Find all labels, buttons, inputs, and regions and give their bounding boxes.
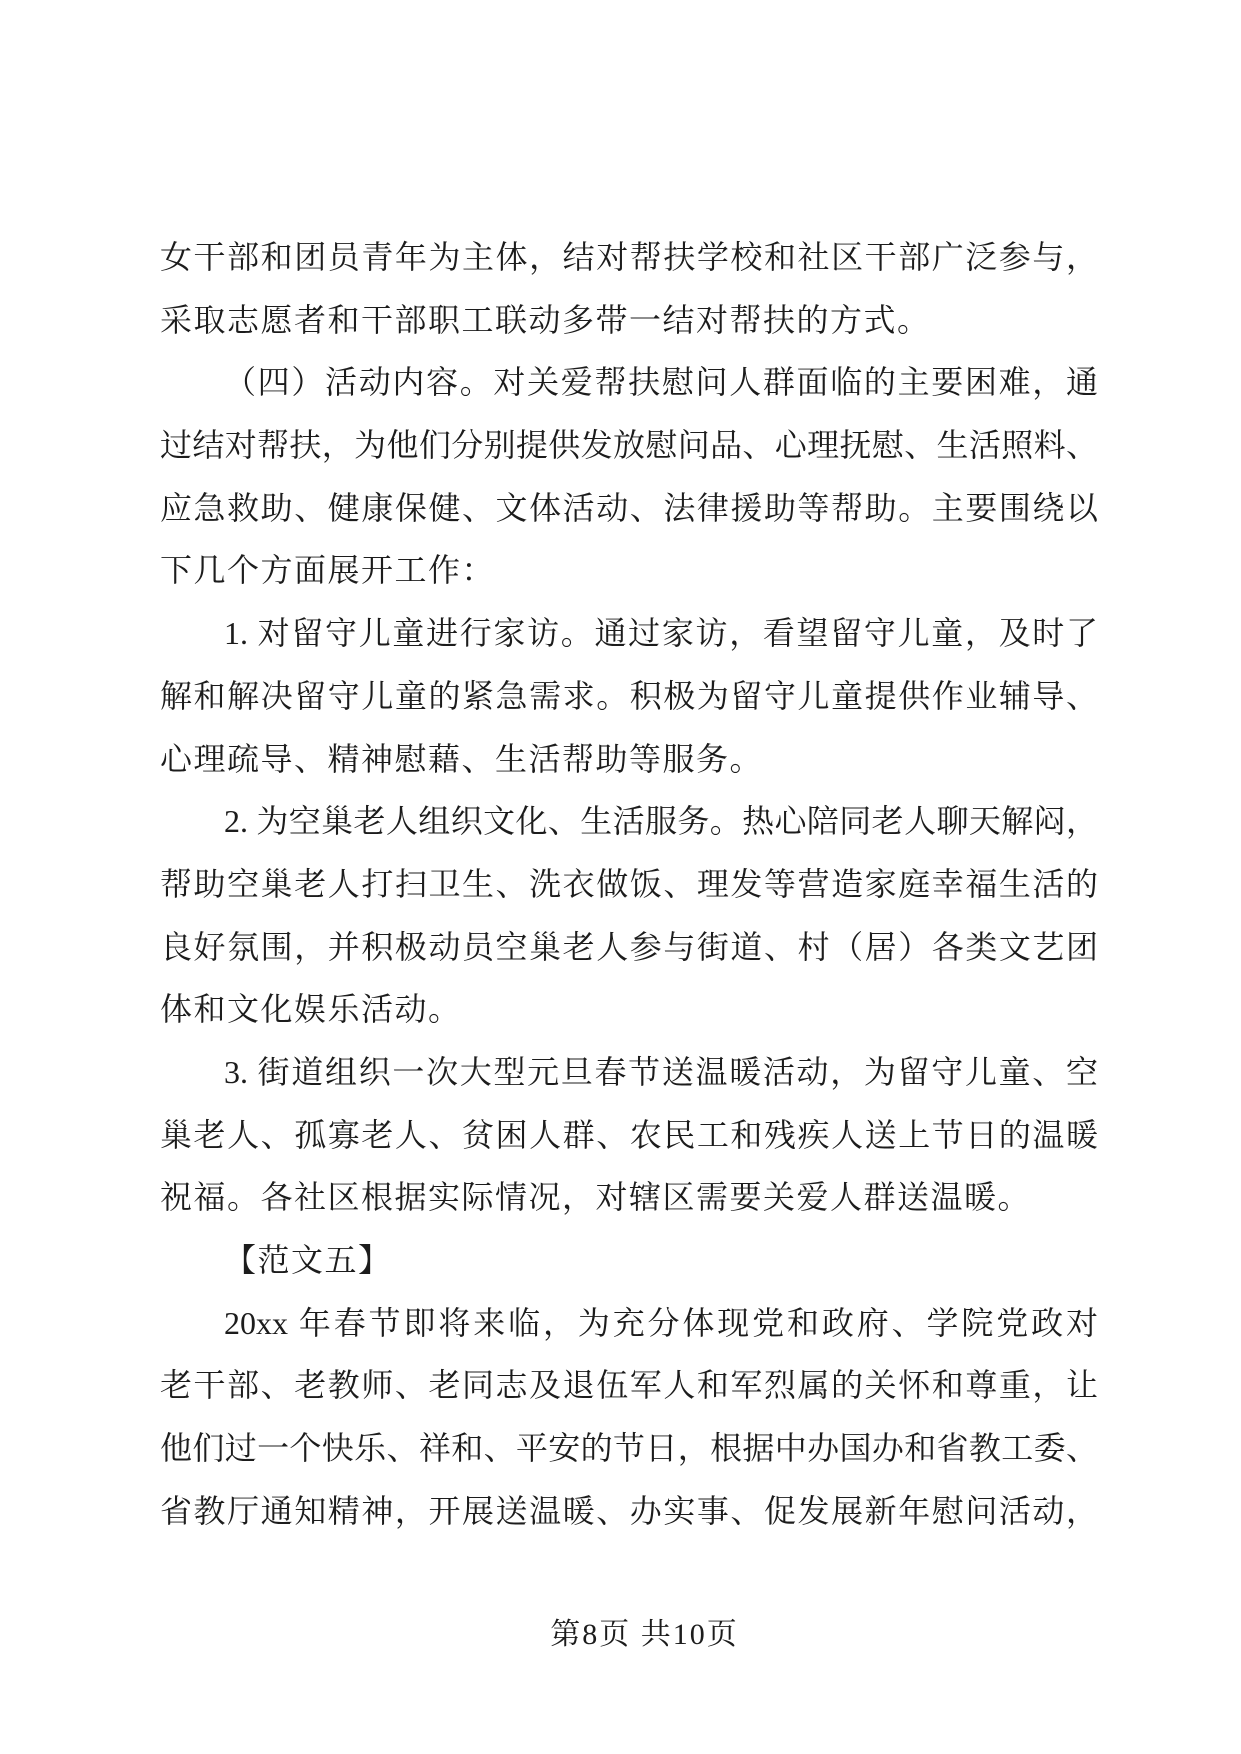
page-footer [24,1610,1241,1660]
text-line: 良好氛围，并积极动员空巢老人参与街道、村（居）各类文艺团 [160,928,1098,965]
text-line: 体和文化娱乐活动。 [160,991,462,1028]
text-line: 老干部、老教师、老同志及退伍军人和军烈属的关怀和尊重，让 [160,1367,1098,1404]
text-line: （四）活动内容。对关爱帮扶慰问人群面临的主要困难，通 [224,364,1098,401]
text-line: 帮助空巢老人打扫卫生、洗衣做饭、理发等营造家庭幸福生活的 [160,865,1098,902]
text-line: 20xx 年春节即将来临，为充分体现党和政府、学院党政对 [224,1304,1098,1341]
text-line: 下几个方面展开工作： [160,552,496,589]
text-line: 省教厅通知精神，开展送温暖、办实事、促发展新年慰问活动， [160,1492,1098,1529]
text-line: 过结对帮扶，为他们分别提供发放慰问品、心理抚慰、生活照料、 [160,427,1098,464]
text-line: 采取志愿者和干部职工联动多带一结对帮扶的方式。 [160,301,931,338]
text-line: 心理疏导、精神慰藉、生活帮助等服务。 [160,740,764,777]
page-number-label: 第8页 共10页 [550,1618,739,1651]
text-line: 【范文五】 [224,1242,392,1278]
text-line: 应急救助、健康保健、文体活动、法律援助等帮助。主要围绕以 [160,489,1098,526]
text-line: 1. 对留守儿童进行家访。通过家访，看望留守儿童，及时了 [224,615,1098,652]
document-body [160,226,1098,1542]
text-line: 3. 街道组织一次大型元旦春节送温暖活动，为留守儿童、空 [224,1053,1098,1090]
text-line: 巢老人、孤寡老人、贫困人群、农民工和残疾人送上节日的温暖 [160,1116,1098,1153]
text-line: 2. 为空巢老人组织文化、生活服务。热心陪同老人聊天解闷， [224,803,1098,840]
text-line: 解和解决留守儿童的紧急需求。积极为留守儿童提供作业辅导、 [160,677,1098,714]
text-line: 他们过一个快乐、祥和、平安的节日，根据中办国办和省教工委、 [160,1430,1098,1467]
text-line: 女干部和团员青年为主体，结对帮扶学校和社区干部广泛参与， [160,239,1098,275]
text-line: 祝福。各社区根据实际情况，对辖区需要关爱人群送温暖。 [160,1179,1032,1216]
